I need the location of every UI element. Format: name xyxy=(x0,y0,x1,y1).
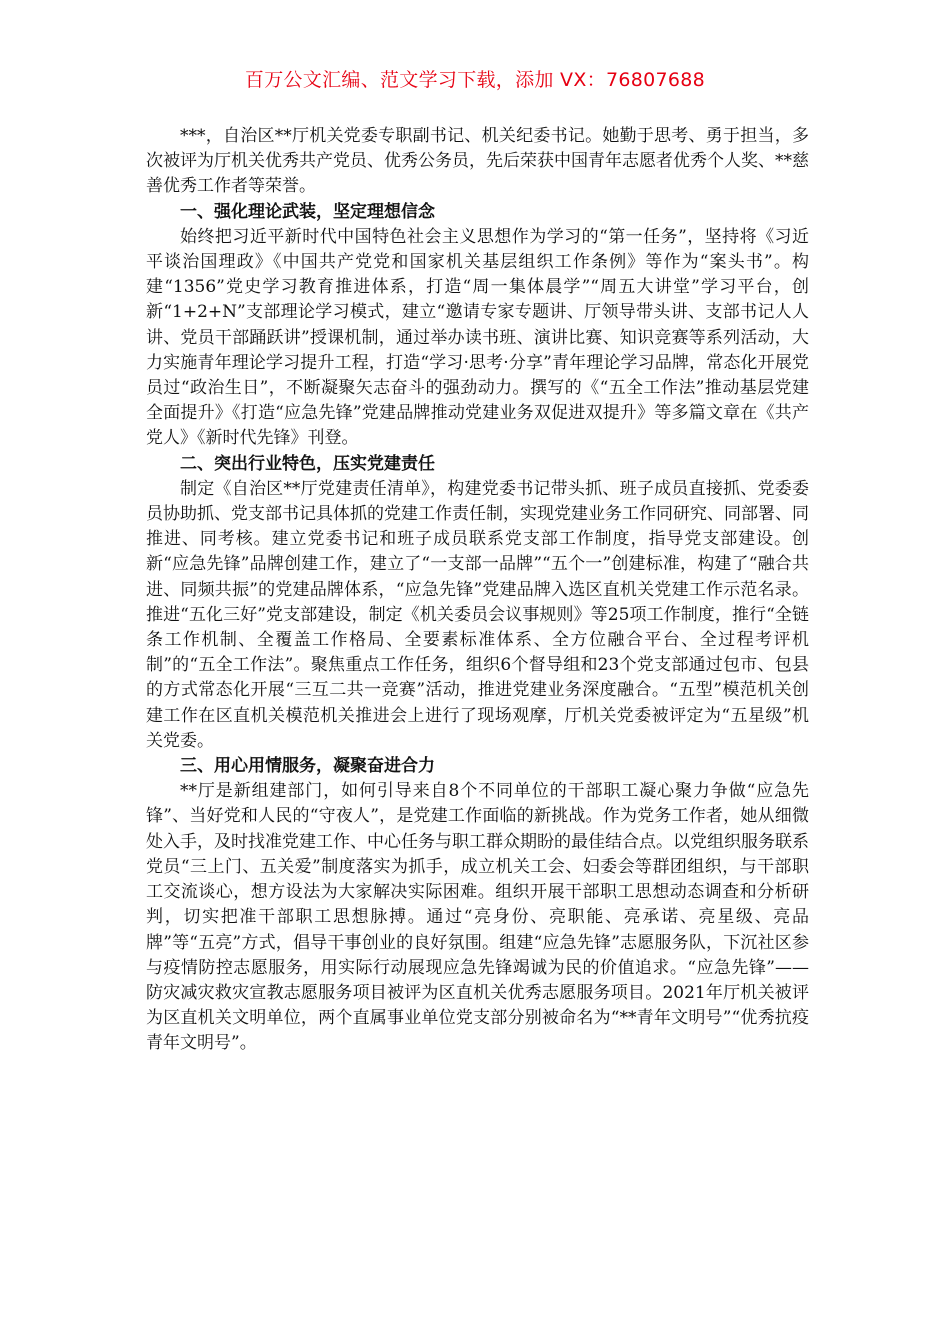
watermark-banner: 百万公文汇编、范文学习下载，添加 VX：76807688 xyxy=(244,69,706,91)
section-paragraph: 始终把习近平新时代中国特色社会主义思想作为学习的“第一任务”，坚持将《习近平谈治国理政》《中国共产党党和国家机关基层组织工作条例》等作为“案头书”。构建“1356”党史学习教育推进体系，打造“周一集体晨学”“周五大讲堂”学习平台，创新“1+2+N”支部理论学习模式，建立“邀请专家专题讲、厅领导带头讲、支部书记人人讲、党员干部踊跃讲”授课机制，通过举办读书班、演讲比赛、知识竞赛等系列活动，大力实施青年理论学习提升工程，打造“学习·思考·分享”青年理论学习品牌，常态化开展党员过“政治生日”，不断凝聚矢志奋斗的强劲动力。撰写的《“五全工作法”推动基层党建全面提升》《打造“应急先锋”党建品牌推动党建业务双促进双提升》等多篇文章在《共产党人》《新时代先锋》刊登。 xyxy=(146,226,809,449)
section-paragraph: **厅是新组建部门，如何引导来自8个不同单位的干部职工凝心聚力争做“应急先锋”、当好党和人民的“守夜人”，是党建工作面临的新挑战。作为党务工作者，她从细微处入手，及时找准党建工作、中心任务与职工群众期盼的最佳结合点。以党组织服务联系党员“三上门、五关爱”制度落实为抓手，成立机关工会、妇委会等群团组织，与干部职工交流谈心，想方设法为大家解决实际困难。组织开展干部职工思想动态调查和分析研判，切实把准干部职工思想脉搏。通过“亮身份、亮职能、亮承诺、亮星级、亮品牌”等“五亮”方式，倡导干事创业的良好氛围。组建“应急先锋”志愿服务队，下沉社区参与疫情防控志愿服务，用实际行动展现应急先锋竭诚为民的价值追求。“应急先锋”——防灾减灾救灾宣教志愿服务项目被评为区直机关优秀志愿服务项目。2021年厅机关被评为区直机关文明单位，两个直属事业单位党支部分别被命名为“**青年文明号”“优秀抗疫青年文明号”。 xyxy=(146,781,809,1054)
section-heading: 三、用心用情服务，凝聚奋进合力 xyxy=(180,756,435,777)
section-paragraph: 制定《自治区**厅党建责任清单》，构建党委书记带头抓、班子成员直接抓、党委委员协助抓、党支部书记具体抓的党建工作责任制，实现党建业务工作同研究、同部署、同推进、同考核。建立党委书记和班子成员联系党支部工作制度，指导党支部建设。创新“应急先锋”品牌创建工作，建立了“一支部一品牌”“五个一”创建标准，构建了“融合共进、同频共振”的党建品牌体系，“应急先锋”党建品牌入选区直机关党建工作示范名录。推进“五化三好”党支部建设，制定《机关委员会议事规则》等25项工作制度，推行“全链条工作机制、全覆盖工作格局、全要素标准体系、全方位融合平台、全过程考评机制”的“五全工作法”。聚焦重点工作任务，组织6个督导组和23个党支部通过包市、包县的方式常态化开展“三互二共一竞赛”活动，推进党建业务深度融合。“五型”模范机关创建工作在区直机关模范机关推进会上进行了现场观摩，厅机关党委被评定为“五星级”机关党委。 xyxy=(146,478,809,751)
document-body xyxy=(146,124,809,1057)
section-heading: 一、强化理论武装，坚定理想信念 xyxy=(180,201,435,222)
intro-paragraph: ***，自治区**厅机关党委专职副书记、机关纪委书记。她勤于思考、勇于担当，多次被评为厅机关优秀共产党员、优秀公务员，先后荣获中国青年志愿者优秀个人奖、**慈善优秀工作者等荣誉。 xyxy=(146,126,809,197)
section-heading: 二、突出行业特色，压实党建责任 xyxy=(180,453,435,474)
